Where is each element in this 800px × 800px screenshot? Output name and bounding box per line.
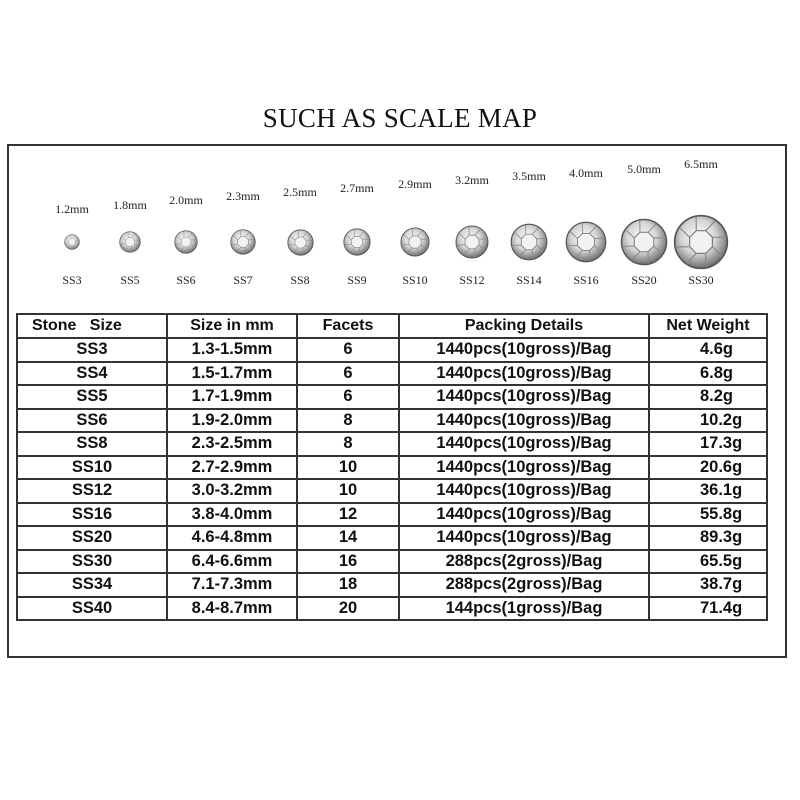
cell-facets: 6 <box>297 385 399 409</box>
table-row <box>17 573 767 597</box>
cell-stone-size: SS10 <box>17 456 167 480</box>
cell-stone-size: SS30 <box>17 550 167 574</box>
cell-net-weight: 71.4g <box>649 597 767 621</box>
stone-ss-label: SS20 <box>631 273 657 287</box>
cell-stone-size: SS34 <box>17 573 167 597</box>
page-title: SUCH AS SCALE MAP <box>262 103 538 133</box>
table-row <box>17 362 767 386</box>
stone-ss-label: SS3 <box>62 273 82 287</box>
col-header-net-weight: Net Weight <box>649 314 767 338</box>
cell-stone-size: SS3 <box>17 338 167 362</box>
stone-ss-label: SS9 <box>347 273 367 287</box>
table-row <box>17 338 767 362</box>
rhinestone-icon <box>620 218 668 266</box>
table-row <box>17 479 767 503</box>
table-row <box>17 385 767 409</box>
stone-size-mm: 1.8mm <box>113 198 147 212</box>
cell-stone-size: SS40 <box>17 597 167 621</box>
cell-stone-size: SS12 <box>17 479 167 503</box>
cell-facets: 14 <box>297 526 399 550</box>
cell-packing: 1440pcs(10gross)/Bag <box>399 409 649 433</box>
stone-ss-label: SS16 <box>573 273 599 287</box>
stone-size-mm: 4.0mm <box>569 166 603 180</box>
cell-facets: 16 <box>297 550 399 574</box>
stone-scale-row <box>9 146 785 296</box>
rhinestone-icon <box>343 228 371 256</box>
cell-facets: 10 <box>297 456 399 480</box>
cell-packing: 1440pcs(10gross)/Bag <box>399 362 649 386</box>
stone-size-mm: 2.7mm <box>340 181 374 195</box>
cell-net-weight: 17.3g <box>649 432 767 456</box>
cell-facets: 8 <box>297 432 399 456</box>
stone-size-mm: 2.3mm <box>226 189 260 203</box>
stone-ss-label: SS10 <box>402 273 428 287</box>
cell-facets: 20 <box>297 597 399 621</box>
cell-packing: 288pcs(2gross)/Bag <box>399 573 649 597</box>
cell-facets: 6 <box>297 362 399 386</box>
table-header-row <box>17 314 767 338</box>
cell-facets: 8 <box>297 409 399 433</box>
cell-packing: 1440pcs(10gross)/Bag <box>399 526 649 550</box>
rhinestone-icon <box>287 229 314 256</box>
col-header-facets: Facets <box>297 314 399 338</box>
cell-packing: 1440pcs(10gross)/Bag <box>399 479 649 503</box>
cell-stone-size: SS5 <box>17 385 167 409</box>
cell-net-weight: 36.1g <box>649 479 767 503</box>
cell-net-weight: 20.6g <box>649 456 767 480</box>
stone-size-mm: 2.9mm <box>398 177 432 191</box>
col-header-stone-size: Stone Size <box>17 314 167 338</box>
table-row <box>17 456 767 480</box>
stone-size-mm: 2.0mm <box>169 193 203 207</box>
cell-size-mm: 3.8-4.0mm <box>167 503 297 527</box>
cell-stone-size: SS20 <box>17 526 167 550</box>
stone-size-mm: 5.0mm <box>627 162 661 176</box>
table-row <box>17 432 767 456</box>
stone-ss-label: SS7 <box>233 273 253 287</box>
rhinestone-icon <box>565 221 607 263</box>
cell-size-mm: 6.4-6.6mm <box>167 550 297 574</box>
rhinestone-icon <box>230 229 256 255</box>
cell-packing: 1440pcs(10gross)/Bag <box>399 338 649 362</box>
cell-facets: 12 <box>297 503 399 527</box>
cell-stone-size: SS6 <box>17 409 167 433</box>
rhinestone-icon <box>64 234 80 250</box>
table-row <box>17 597 767 621</box>
rhinestone-icon <box>455 225 489 259</box>
cell-size-mm: 1.3-1.5mm <box>167 338 297 362</box>
cell-packing: 288pcs(2gross)/Bag <box>399 550 649 574</box>
rhinestone-icon <box>119 231 141 253</box>
stone-ss-label: SS14 <box>516 273 542 287</box>
rhinestone-icon <box>174 230 198 254</box>
rhinestone-icon <box>400 227 430 257</box>
cell-size-mm: 1.9-2.0mm <box>167 409 297 433</box>
table-row <box>17 503 767 527</box>
cell-packing: 1440pcs(10gross)/Bag <box>399 456 649 480</box>
col-header-packing: Packing Details <box>399 314 649 338</box>
cell-size-mm: 1.7-1.9mm <box>167 385 297 409</box>
scale-map-frame <box>7 144 787 658</box>
cell-size-mm: 7.1-7.3mm <box>167 573 297 597</box>
rhinestone-icon <box>673 214 729 270</box>
stone-size-mm: 3.5mm <box>512 169 546 183</box>
stone-item <box>670 146 732 296</box>
specs-table <box>16 313 768 621</box>
cell-size-mm: 8.4-8.7mm <box>167 597 297 621</box>
stone-size-mm: 2.5mm <box>283 185 317 199</box>
stone-ss-label: SS5 <box>120 273 140 287</box>
stone-ss-label: SS8 <box>290 273 310 287</box>
table-row <box>17 550 767 574</box>
cell-net-weight: 65.5g <box>649 550 767 574</box>
cell-net-weight: 10.2g <box>649 409 767 433</box>
cell-size-mm: 2.3-2.5mm <box>167 432 297 456</box>
cell-net-weight: 55.8g <box>649 503 767 527</box>
stone-size-mm: 1.2mm <box>55 202 89 216</box>
cell-net-weight: 6.8g <box>649 362 767 386</box>
stone-ss-label: SS30 <box>688 273 714 287</box>
cell-packing: 1440pcs(10gross)/Bag <box>399 432 649 456</box>
cell-size-mm: 1.5-1.7mm <box>167 362 297 386</box>
table-row <box>17 526 767 550</box>
cell-packing: 144pcs(1gross)/Bag <box>399 597 649 621</box>
cell-packing: 1440pcs(10gross)/Bag <box>399 503 649 527</box>
cell-net-weight: 89.3g <box>649 526 767 550</box>
stone-size-mm: 6.5mm <box>684 157 718 171</box>
cell-size-mm: 2.7-2.9mm <box>167 456 297 480</box>
cell-stone-size: SS8 <box>17 432 167 456</box>
cell-packing: 1440pcs(10gross)/Bag <box>399 385 649 409</box>
cell-net-weight: 4.6g <box>649 338 767 362</box>
cell-size-mm: 4.6-4.8mm <box>167 526 297 550</box>
stone-ss-label: SS6 <box>176 273 196 287</box>
cell-facets: 10 <box>297 479 399 503</box>
cell-size-mm: 3.0-3.2mm <box>167 479 297 503</box>
cell-stone-size: SS4 <box>17 362 167 386</box>
cell-stone-size: SS16 <box>17 503 167 527</box>
cell-net-weight: 38.7g <box>649 573 767 597</box>
rhinestone-icon <box>510 223 548 261</box>
table-row <box>17 409 767 433</box>
stone-ss-label: SS12 <box>459 273 485 287</box>
cell-net-weight: 8.2g <box>649 385 767 409</box>
cell-facets: 6 <box>297 338 399 362</box>
stone-size-mm: 3.2mm <box>455 173 489 187</box>
cell-facets: 18 <box>297 573 399 597</box>
col-header-size-mm: Size in mm <box>167 314 297 338</box>
